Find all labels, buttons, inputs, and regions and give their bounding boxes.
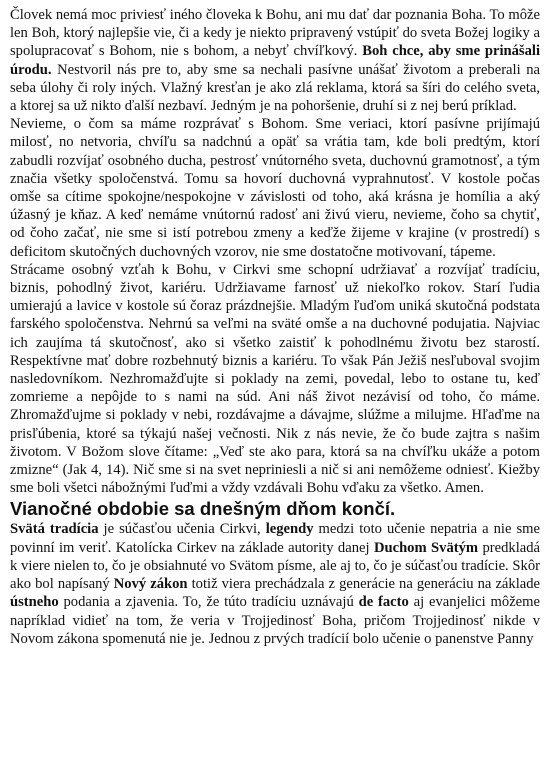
text-run: je súčasťou učenia Cirkvi,	[98, 521, 266, 538]
bold-text: Duchom Svätým	[373, 539, 479, 556]
bold-text: legendy	[265, 521, 314, 538]
text-run: predkladá k viere nielen to, čo je obsiahnuté vo Svätom písme, ale aj to, čo je súčasťou tradície. Skôr ako bol napísaný	[10, 539, 540, 593]
text-run: medzi toto učenie nepatria a nie sme povinní im veriť. Katolícka Cirkev na základe autority danej	[10, 521, 540, 556]
bold-text: ústneho	[10, 594, 59, 611]
body-text-top	[10, 6, 540, 497]
body-text-bottom	[10, 520, 540, 647]
bold-text: Nový zákon	[113, 576, 188, 593]
section-heading: Vianočné obdobie sa dnešným dňom končí.	[10, 498, 396, 520]
bold-text: Svätá tradícia	[10, 521, 99, 538]
bottom-paragraph	[10, 520, 540, 647]
text-run: Nestvoril nás pre to, aby sme sa nechali pasívne unášať životom a preberali na seba úlohy či roly iných. Vlažný kresťan je ako zlá reklama, ktorá sa šíri do celého sveta, a ktorej sa už nikto ďalší nezbaví. Jedným je na pohoršenie, druhí si z nej berú príklad.	[10, 61, 540, 115]
text-run: aj evanjelici môžeme napríklad vidieť na tom, že veria v Trojjedinosť Boha, pričom Trojjedinosť nikde v Novom zákona spomenutá nie je. Jednou z prvých tradícií bolo učenie o panenstve Panny	[10, 594, 540, 647]
top-paragraph	[10, 261, 540, 498]
text-run: Strácame osobný vzťah k Bohu, v Cirkvi sme schopní udržiavať a rozvíjať tradíciu, biznis, pohodlný život, kariéru. Udržiavame farnosť už niekoľko rokov. Starí ľudia umierajú a lavice v kostole sú čoraz prázdnejšie. Mladým ľuďom uniká skutočná podstata farského spoločenstva. Nehrnú sa veľmi na sväté omše a na duchovné podujatia. Najviac ich zaujíma tá skutočnosť, ako si všetko zaistiť k pohodlnému životu bez starostí. Respektívne mať dobre rozbehnutý biznis a kariéru. To však Pán Ježiš nesľuboval svojim nasledovníkom. Nezhromažďujte si poklady na zemi, povedal, lebo to ostane tu, keď zomrieme a nepôjde to s nami na súd. Ani náš život nezávisí od toho, čo máme. Zhromažďujme si poklady v nebi, rozdávajme a dávajme, slúžme a milujme. Hľaďme na prisľúbenia, ktoré sa týkajú našej večnosti. Nik z nás nevie, že čo bude zajtra s našim životom. V Božom slove čítame: „Veď ste ako para, ktorá sa na chvíľku ukáže a potom zmizne“ (Jak 4, 14). Nič sme si na svet nepriniesli a nič si ani nemôžeme odniesť. Kiežby sme boli všetci nábožnými ľuďmi a vždy vzdávali Bohu vďaku za všetko. Amen.	[10, 261, 540, 497]
text-run: Človek nemá moc priviesť iného človeka k Bohu, ani mu dať dar poznania Boha. To môže len Boh, ktorý najlepšie vie, či a kedy je niekto pripravený vstúpiť do sveta Božej logiky a spolupracovať s Bohom, nie s bohom, a nebyť chvíľkový.	[10, 7, 540, 60]
bold-text: Boh chce, aby sme prinášali úrodu.	[10, 43, 540, 78]
bold-text: de facto	[358, 594, 409, 611]
text-run: Nevieme, o čom sa máme rozprávať s Bohom. Sme veriaci, ktorí pasívne prijímajú milosť, no netvoria, chvíľu sa nadchnú a opäť sa vrátia tam, kde boli predtým, ktorí zabudli rozvíjať osobného ducha, pestrosť vnútorného sveta, duchovnú gramotnosť, a tým značia všetky spoločenstvá. Tomu sa hovorí duchovná vyprahnutosť. V kostole počas omše sa cítime spokojne/nespokojne v závislosti od toho, aká krásna je homília a aký úžasný je kňaz. A keď nemáme vnútornú radosť ani živú vieru, nevieme, čoho sa chytiť, od čoho začať, nie sme si istí potrebou zmeny a keďže žijeme v krajine (v prostredí) s deficitom skutočných duchovných vzorov, nie sme dostatočne motivovaní, tápeme.	[10, 116, 540, 260]
top-paragraph	[10, 115, 540, 261]
top-paragraph	[10, 6, 540, 115]
text-run: podania a zjavenia. To, že túto tradíciu uznávajú	[58, 594, 359, 611]
text-run: totiž viera prechádzala z generácie na generáciu na základe	[187, 576, 541, 593]
